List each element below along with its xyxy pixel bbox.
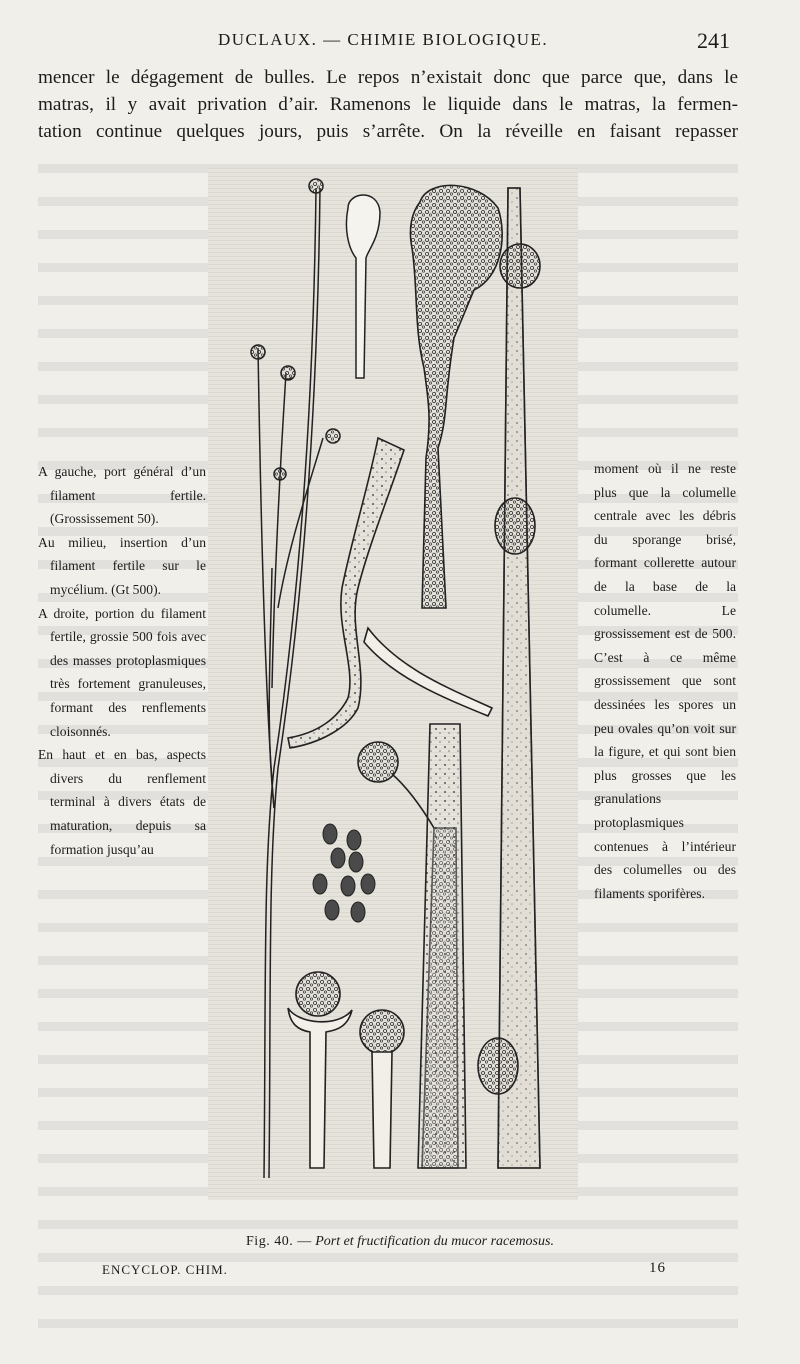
body-text: [38, 64, 738, 145]
figure-caption: [0, 1234, 800, 1250]
figure-label: Fig. 40. —: [246, 1234, 312, 1249]
legend-paragraph: En haut et en bas, aspects divers du renflement terminal à divers états de maturation, depuis sa formation jusqu’au: [38, 747, 206, 857]
body-line: mencer le dégagement de bulles. Le repos n’existait donc que parce que, dans le: [38, 67, 738, 88]
page-number: 241: [697, 28, 730, 53]
running-head-title: DUCLAUX. — CHIMIE BIOLOGIQUE.: [218, 30, 549, 49]
legend-paragraph: moment où il ne reste plus que la columelle centrale avec les débris du sporange brisé, formant collerette autour de la base de la columelle. Le grossissement est de 500. C’est à ce même grossissement que sont dessinées les spores un peu ovales qu’on voit sur la figure, et qui sont bien plus grosses que les granulations protoplasmiques contenues à l’intérieur des columelles ou des filaments sporifères.: [594, 461, 736, 901]
figure-title: Port et fructification du mucor racemosus.: [315, 1234, 554, 1249]
figure-legend-left: [38, 460, 206, 861]
figure-legend-right: [594, 457, 736, 905]
body-line: tation continue quelques jours, puis s’arrête. On la réveille en faisant repasser: [38, 121, 738, 142]
running-head: [0, 28, 800, 54]
mucor-illustration: [208, 168, 578, 1200]
legend-paragraph: Au milieu, insertion d’un filament fertile sur le mycélium. (Gt 500).: [38, 534, 206, 597]
signature-number: 16: [649, 1260, 666, 1276]
body-line: matras, il y avait privation d’air. Ramenons le liquide dans le matras, la fermen-: [38, 94, 738, 115]
footer: [0, 1256, 800, 1278]
legend-paragraph: A gauche, port général d’un filament fertile. (Grossissement 50).: [38, 464, 206, 527]
signature-mark: ENCYCLOP. CHIM.: [102, 1262, 228, 1277]
legend-paragraph: A droite, portion du filament fertile, grossie 500 fois avec des masses protoplasmiques très fortement granuleuses, formant des renflements cloisonnés.: [38, 605, 206, 739]
